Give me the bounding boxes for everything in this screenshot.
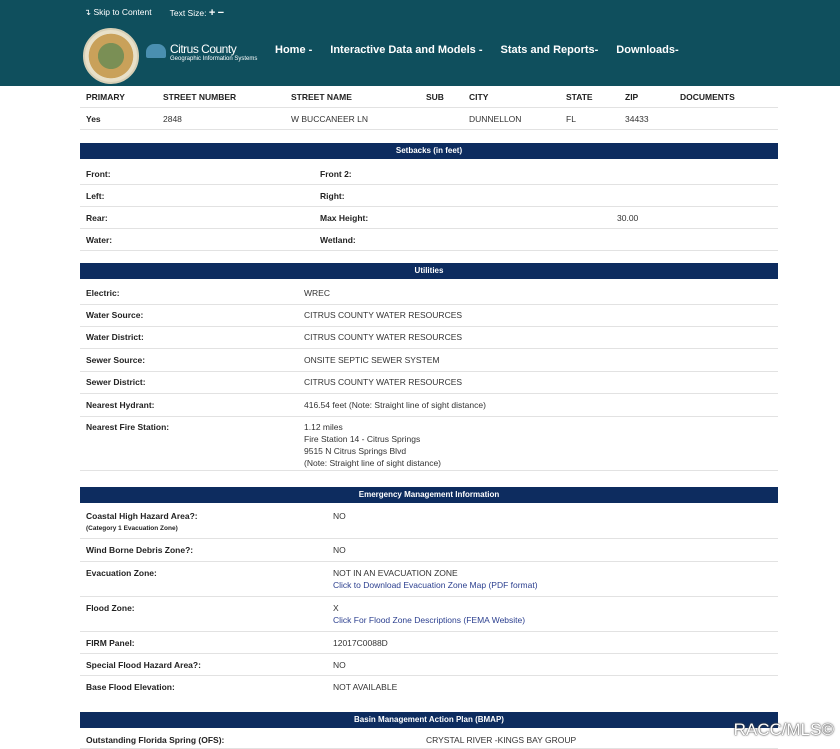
emergency-row	[80, 654, 778, 676]
utility-row	[80, 394, 778, 417]
cell: (Category 1 Evacuation Zone)	[86, 525, 178, 532]
skip-to-content-link[interactable]: ↴ Skip to Content	[84, 7, 152, 17]
cell: Water:	[86, 235, 113, 245]
text-increase-button[interactable]: +	[208, 7, 216, 19]
address-header-row	[80, 88, 778, 108]
cell: Outstanding Florida Spring (OFS):	[86, 735, 225, 745]
bmap-header: Basin Management Action Plan (BMAP)	[80, 712, 778, 728]
cell: NO	[333, 660, 346, 670]
utility-row	[80, 282, 778, 305]
nav-downloads[interactable]: Downloads-	[616, 44, 679, 56]
cell: Flood Zone:	[86, 603, 135, 613]
cell: NOT IN AN EVACUATION ZONE	[333, 568, 458, 578]
brand-title: Citrus County	[170, 42, 237, 56]
address-cell: 2848	[163, 114, 182, 124]
cell: CITRUS COUNTY WATER RESOURCES	[304, 332, 463, 342]
cell: Nearest Hydrant:	[86, 400, 155, 410]
cell: CITRUS COUNTY WATER RESOURCES	[304, 377, 463, 387]
cell: Front 2:	[320, 169, 352, 179]
address-cell: Yes	[86, 114, 101, 124]
emergency-row	[80, 505, 778, 539]
watermark: RACC/MLS©	[733, 720, 834, 739]
brand-subtitle: Geographic Information Systems	[170, 56, 258, 62]
utilities-header: Utilities	[80, 263, 778, 279]
utility-row	[80, 326, 778, 349]
gis-globe-icon	[146, 44, 166, 58]
emergency-row	[80, 562, 778, 597]
emergency-header: Emergency Management Information	[80, 487, 778, 503]
text-size-control	[170, 7, 224, 19]
cell: Rear:	[86, 213, 108, 223]
setback-row	[80, 185, 778, 207]
cell: Right:	[320, 191, 345, 201]
cell: Nearest Fire Station:	[86, 422, 170, 432]
skip-label: Skip to Content	[93, 7, 152, 17]
cell: NO	[333, 545, 346, 555]
cell: Water Source:	[86, 310, 144, 320]
text-size-label: Text Size:	[169, 8, 207, 18]
cell: CITRUS COUNTY WATER RESOURCES	[304, 310, 463, 320]
setback-row	[80, 163, 778, 185]
address-cell: W BUCCANEER LN	[291, 114, 368, 124]
column-header: ZIP	[625, 92, 639, 102]
cell: CRYSTAL RIVER -KINGS BAY GROUP	[426, 735, 577, 745]
emergency-row	[80, 632, 778, 654]
utility-row	[80, 304, 778, 327]
setbacks-header: Setbacks (in feet)	[80, 143, 778, 159]
site-header	[0, 0, 840, 86]
cell: 12017C0088D	[333, 638, 388, 648]
column-header: STREET NAME	[291, 92, 352, 102]
cell: Wetland:	[320, 235, 356, 245]
emergency-row	[80, 676, 778, 700]
column-header: SUB	[426, 92, 444, 102]
cell: Left:	[86, 191, 105, 201]
column-header: DOCUMENTS	[680, 92, 735, 102]
cell: Sewer Source:	[86, 355, 146, 365]
column-header: PRIMARY	[86, 92, 125, 102]
address-row	[80, 108, 778, 130]
cell: Coastal High Hazard Area?:	[86, 511, 198, 521]
cell: Evacuation Zone:	[86, 568, 157, 578]
utility-row	[80, 371, 778, 394]
cell: Max Height:	[320, 213, 369, 223]
gis-brand-logo[interactable]	[146, 42, 257, 62]
cell: Sewer District:	[86, 377, 146, 387]
cell: Electric:	[86, 288, 120, 298]
flood-zone-link[interactable]: Click For Flood Zone Descriptions (FEMA Website)	[333, 615, 526, 625]
utility-row	[80, 349, 778, 372]
emergency-row	[80, 597, 778, 632]
fire-station-line: Fire Station 14 - Citrus Springs	[304, 434, 421, 444]
address-cell: FL	[566, 114, 576, 124]
column-header: CITY	[469, 92, 489, 102]
column-header: STATE	[566, 92, 593, 102]
address-cell: DUNNELLON	[469, 114, 522, 124]
fire-station-line: (Note: Straight line of sight distance)	[304, 458, 442, 468]
cell: X	[333, 603, 339, 613]
address-cell: 34433	[625, 114, 649, 124]
cell: Water District:	[86, 332, 144, 342]
evacuation-map-link[interactable]: Click to Download Evacuation Zone Map (PDF format)	[333, 580, 538, 590]
setback-row	[80, 229, 778, 251]
fire-station-line: 1.12 miles	[304, 422, 343, 432]
nav-interactive-data[interactable]: Interactive Data and Models -	[330, 44, 483, 56]
cell: Special Flood Hazard Area?:	[86, 660, 201, 670]
cell: 30.00	[617, 213, 639, 223]
cell: Wind Borne Debris Zone?:	[86, 545, 194, 555]
emergency-row	[80, 539, 778, 562]
county-seal-logo[interactable]	[83, 28, 139, 84]
nav-home[interactable]: Home -	[275, 44, 313, 56]
cell: FIRM Panel:	[86, 638, 135, 648]
bmap-row	[80, 729, 778, 749]
cell: Base Flood Elevation:	[86, 682, 175, 692]
nav-stats-reports[interactable]: Stats and Reports-	[500, 44, 599, 56]
cell: NOT AVAILABLE	[333, 682, 398, 692]
column-header: STREET NUMBER	[163, 92, 237, 102]
text-decrease-button[interactable]: −	[217, 7, 225, 19]
setback-row	[80, 207, 778, 229]
fire-station-line: 9515 N Citrus Springs Blvd	[304, 446, 407, 456]
cell: Front:	[86, 169, 111, 179]
cell: ONSITE SEPTIC SEWER SYSTEM	[304, 355, 440, 365]
cell: WREC	[304, 288, 330, 298]
cell: NO	[333, 511, 346, 521]
cell: 416.54 feet (Note: Straight line of sight distance)	[304, 400, 486, 410]
utility-row-fire-station	[80, 416, 778, 471]
